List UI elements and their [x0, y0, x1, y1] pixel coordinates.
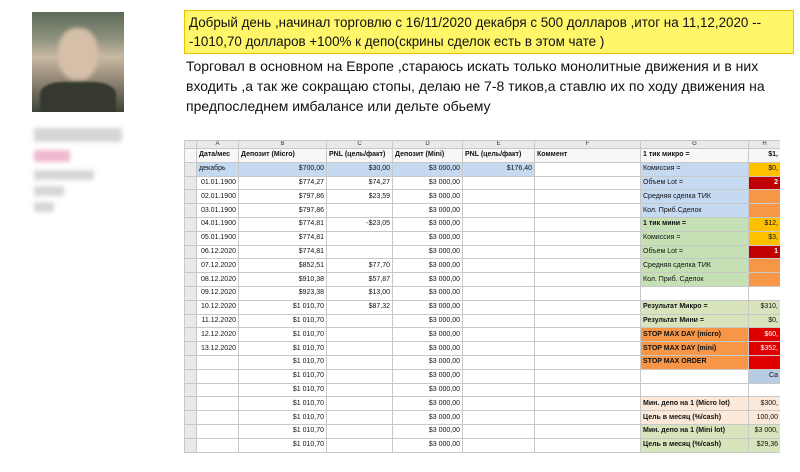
date-cell: 04.01.1900: [197, 217, 239, 231]
pnl-mini-cell: [463, 245, 535, 259]
table-row: [185, 411, 781, 425]
date-cell: 05.01.1900: [197, 231, 239, 245]
comment-cell: [535, 204, 641, 218]
comment-cell: [535, 355, 641, 369]
micro-deposit-cell: $1 010,70: [239, 369, 327, 383]
comment-cell: [535, 273, 641, 287]
micro-deposit-cell: $1 010,70: [239, 314, 327, 328]
row-number: [185, 176, 197, 190]
row-number: [185, 424, 197, 438]
side-label: Цель в месяц (%/cash): [641, 438, 749, 452]
micro-deposit-cell: $797,86: [239, 190, 327, 204]
blurred-badge: [34, 150, 70, 162]
pnl-micro-cell: [327, 397, 393, 411]
pnl-mini-cell: [463, 286, 535, 300]
blurred-username: [34, 128, 122, 142]
message-body: Торговал в основном на Европе ,стараюсь искать только монолитные движения и в них входить ,а так же сокращаю стопы, делаю не 7-8 тиков,а ставлю их по ходу движения на предпоследнем имбалансе или дельте обьему: [186, 58, 765, 114]
side-label: Кол. Приб.Сделок: [641, 204, 749, 218]
table-row: [185, 438, 781, 452]
table-row: [185, 259, 781, 273]
side-label: Цель в месяц (%/cash): [641, 411, 749, 425]
side-label: Средняя сделка ТИК: [641, 190, 749, 204]
side-value: [749, 259, 781, 273]
pnl-mini-cell: [463, 204, 535, 218]
pnl-mini-cell: [463, 438, 535, 452]
side-label: Результат Микро =: [641, 300, 749, 314]
column-header: Депозит (Micro): [239, 149, 327, 163]
pnl-mini-cell: $176,40: [463, 162, 535, 176]
date-cell: [197, 355, 239, 369]
mini-deposit-cell: $3 000,00: [393, 369, 463, 383]
blurred-info-2: [34, 186, 64, 196]
pnl-micro-cell: [327, 355, 393, 369]
side-value: [749, 273, 781, 287]
column-letter: B: [239, 141, 327, 149]
side-value: $60,: [749, 328, 781, 342]
mini-deposit-cell: $3 000,00: [393, 438, 463, 452]
row-number: [185, 314, 197, 328]
pnl-micro-cell: $57,87: [327, 273, 393, 287]
date-cell: [197, 438, 239, 452]
side-label: Комиссия =: [641, 162, 749, 176]
row-number: [185, 149, 197, 163]
comment-cell: [535, 342, 641, 356]
side-value: $0,: [749, 314, 781, 328]
side-value: $12,: [749, 217, 781, 231]
mini-deposit-cell: $3 000,00: [393, 190, 463, 204]
column-letter: A: [197, 141, 239, 149]
table-row: [185, 190, 781, 204]
mini-deposit-cell: $3 000,00: [393, 245, 463, 259]
comment-cell: [535, 259, 641, 273]
micro-deposit-cell: $700,00: [239, 162, 327, 176]
header-row: [185, 149, 781, 163]
side-label: STOP MAX DAY (micro): [641, 328, 749, 342]
blurred-info-1: [34, 170, 94, 180]
table-row: [185, 369, 781, 383]
side-value: [749, 204, 781, 218]
pnl-mini-cell: [463, 369, 535, 383]
side-value: $310,: [749, 300, 781, 314]
pnl-mini-cell: [463, 259, 535, 273]
date-cell: [197, 383, 239, 397]
side-value: $300,: [749, 397, 781, 411]
micro-deposit-cell: $1 010,70: [239, 383, 327, 397]
micro-deposit-cell: $774,81: [239, 217, 327, 231]
date-cell: [197, 369, 239, 383]
micro-deposit-cell: $923,38: [239, 286, 327, 300]
pnl-micro-cell: $77,70: [327, 259, 393, 273]
pnl-micro-cell: $13,00: [327, 286, 393, 300]
side-value: Ca: [749, 369, 781, 383]
side-value: [749, 383, 781, 397]
side-label: 1 тик мини =: [641, 217, 749, 231]
pnl-micro-cell: $74,27: [327, 176, 393, 190]
date-cell: 02.01.1900: [197, 190, 239, 204]
column-letter: G: [641, 141, 749, 149]
column-header: PNL (цель/факт): [327, 149, 393, 163]
mini-deposit-cell: $3 000,00: [393, 286, 463, 300]
date-cell: 09.12.2020: [197, 286, 239, 300]
table-row: [185, 328, 781, 342]
pnl-mini-cell: [463, 355, 535, 369]
date-cell: 13.12.2020: [197, 342, 239, 356]
side-value: 1: [749, 245, 781, 259]
row-number: [185, 328, 197, 342]
column-letters-row: [185, 141, 781, 149]
row-number: [185, 259, 197, 273]
row-number: [185, 162, 197, 176]
micro-deposit-cell: $852,51: [239, 259, 327, 273]
pnl-mini-cell: [463, 397, 535, 411]
side-value: [749, 190, 781, 204]
date-cell: 08.12.2020: [197, 273, 239, 287]
table-row: [185, 424, 781, 438]
pnl-micro-cell: $30,00: [327, 162, 393, 176]
pnl-micro-cell: [327, 342, 393, 356]
side-value: $0,: [749, 162, 781, 176]
comment-cell: [535, 162, 641, 176]
pnl-mini-cell: [463, 342, 535, 356]
row-number: [185, 397, 197, 411]
row-number: [185, 342, 197, 356]
mini-deposit-cell: $3 000,00: [393, 273, 463, 287]
micro-deposit-cell: $910,38: [239, 273, 327, 287]
side-value: [749, 286, 781, 300]
avatar-body: [40, 82, 116, 112]
pnl-micro-cell: [327, 314, 393, 328]
pnl-mini-cell: [463, 231, 535, 245]
mini-deposit-cell: $3 000,00: [393, 397, 463, 411]
pnl-mini-cell: [463, 190, 535, 204]
date-cell: [197, 424, 239, 438]
comment-cell: [535, 397, 641, 411]
date-cell: 01.01.1900: [197, 176, 239, 190]
comment-cell: [535, 369, 641, 383]
column-letter: H: [749, 141, 781, 149]
micro-deposit-cell: $1 010,70: [239, 300, 327, 314]
comment-cell: [535, 411, 641, 425]
micro-deposit-cell: $797,86: [239, 204, 327, 218]
side-value: $3,: [749, 231, 781, 245]
mini-deposit-cell: $3 000,00: [393, 217, 463, 231]
side-label: Средняя сделка ТИК: [641, 259, 749, 273]
pnl-mini-cell: [463, 176, 535, 190]
spreadsheet-table: [184, 140, 780, 453]
comment-cell: [535, 176, 641, 190]
comment-cell: [535, 190, 641, 204]
column-letter: E: [463, 141, 535, 149]
comment-cell: [535, 245, 641, 259]
side-value: [749, 355, 781, 369]
column-header: Депозит (Mini): [393, 149, 463, 163]
pnl-mini-cell: [463, 314, 535, 328]
side-value: 100,00: [749, 411, 781, 425]
mini-deposit-cell: $3 000,00: [393, 355, 463, 369]
mini-deposit-cell: $3 000,00: [393, 259, 463, 273]
pnl-micro-cell: [327, 424, 393, 438]
comment-cell: [535, 231, 641, 245]
row-number: [185, 411, 197, 425]
pnl-micro-cell: [327, 411, 393, 425]
row-number: [185, 300, 197, 314]
pnl-micro-cell: $87,32: [327, 300, 393, 314]
row-number: [185, 190, 197, 204]
side-label: STOP MAX DAY (mini): [641, 342, 749, 356]
table-row: [185, 176, 781, 190]
mini-deposit-cell: $3 000,00: [393, 300, 463, 314]
side-value: $29,36: [749, 438, 781, 452]
micro-deposit-cell: $1 010,70: [239, 328, 327, 342]
column-letter: F: [535, 141, 641, 149]
row-number: [185, 438, 197, 452]
column-header: PNL (цель/факт): [463, 149, 535, 163]
row-number: [185, 355, 197, 369]
table-row: [185, 204, 781, 218]
column-letter: D: [393, 141, 463, 149]
mini-deposit-cell: $3 000,00: [393, 176, 463, 190]
date-cell: 07.12.2020: [197, 259, 239, 273]
micro-deposit-cell: $774,81: [239, 231, 327, 245]
pnl-micro-cell: [327, 438, 393, 452]
row-number: [185, 273, 197, 287]
micro-deposit-cell: $1 010,70: [239, 355, 327, 369]
pnl-mini-cell: [463, 424, 535, 438]
side-label: Результат Мини =: [641, 314, 749, 328]
column-header: Коммент: [535, 149, 641, 163]
pnl-micro-cell: [327, 369, 393, 383]
side-label: Объем Lot =: [641, 245, 749, 259]
pnl-micro-cell: [327, 383, 393, 397]
pnl-micro-cell: [327, 204, 393, 218]
side-label: [641, 286, 749, 300]
table-row: [185, 286, 781, 300]
table-row: [185, 342, 781, 356]
table-row: [185, 314, 781, 328]
row-number: [185, 217, 197, 231]
column-header: Дата/мес: [197, 149, 239, 163]
row-number: [185, 369, 197, 383]
row-number: [185, 383, 197, 397]
table-row: [185, 300, 781, 314]
table-row: [185, 383, 781, 397]
column-letter: C: [327, 141, 393, 149]
date-cell: 10.12.2020: [197, 300, 239, 314]
blurred-info-3: [34, 202, 54, 212]
table-row: [185, 273, 781, 287]
pnl-micro-cell: $23,59: [327, 190, 393, 204]
date-cell: [197, 411, 239, 425]
pnl-micro-cell: [327, 328, 393, 342]
row-number: [185, 231, 197, 245]
side-value: $3 000,: [749, 424, 781, 438]
comment-cell: [535, 438, 641, 452]
row-number: [185, 286, 197, 300]
side-label: STOP MAX ORDER: [641, 355, 749, 369]
side-label: [641, 383, 749, 397]
comment-cell: [535, 383, 641, 397]
comment-cell: [535, 424, 641, 438]
table-row: [185, 355, 781, 369]
mini-deposit-cell: $3 000,00: [393, 383, 463, 397]
pnl-mini-cell: [463, 300, 535, 314]
comment-cell: [535, 300, 641, 314]
comment-cell: [535, 328, 641, 342]
row-number: [185, 204, 197, 218]
micro-deposit-cell: $1 010,70: [239, 397, 327, 411]
side-value: $1,: [749, 149, 781, 163]
mini-deposit-cell: $3 000,00: [393, 204, 463, 218]
pnl-mini-cell: [463, 328, 535, 342]
micro-deposit-cell: $774,81: [239, 245, 327, 259]
date-cell: [197, 397, 239, 411]
comment-cell: [535, 286, 641, 300]
pnl-micro-cell: [327, 245, 393, 259]
date-cell: декабрь: [197, 162, 239, 176]
message-highlight: Добрый день ,начинал торговлю с 16/11/2020 декабря с 500 долларов ,итог на 11,12,2020 ---1010,70 долларов +100% к депо(скрины сделок есть в этом чате ): [184, 10, 794, 54]
pnl-micro-cell: [327, 231, 393, 245]
pnl-micro-cell: -$23,05: [327, 217, 393, 231]
micro-deposit-cell: $1 010,70: [239, 438, 327, 452]
pnl-mini-cell: [463, 383, 535, 397]
side-label: Кол. Приб. Сделок: [641, 273, 749, 287]
date-cell: 06.12.2020: [197, 245, 239, 259]
mini-deposit-cell: $3 000,00: [393, 162, 463, 176]
mini-deposit-cell: $3 000,00: [393, 314, 463, 328]
side-label: Объем Lot =: [641, 176, 749, 190]
micro-deposit-cell: $1 010,70: [239, 424, 327, 438]
micro-deposit-cell: $1 010,70: [239, 342, 327, 356]
mini-deposit-cell: $3 000,00: [393, 231, 463, 245]
side-label: [641, 369, 749, 383]
micro-deposit-cell: $774,27: [239, 176, 327, 190]
side-label: 1 тик микро =: [641, 149, 749, 163]
side-value: $352,: [749, 342, 781, 356]
table-row: [185, 397, 781, 411]
mini-deposit-cell: $3 000,00: [393, 411, 463, 425]
row-number: [185, 245, 197, 259]
side-label: Мин. депо на 1 (Micro lot): [641, 397, 749, 411]
corner-cell: [185, 141, 197, 149]
side-label: Мин. депо на 1 (Mini lot): [641, 424, 749, 438]
date-cell: 12.12.2020: [197, 328, 239, 342]
mini-deposit-cell: $3 000,00: [393, 424, 463, 438]
spreadsheet-image[interactable]: [184, 140, 780, 472]
message: [184, 10, 794, 116]
date-cell: 03.01.1900: [197, 204, 239, 218]
table-row: [185, 217, 781, 231]
micro-deposit-cell: $1 010,70: [239, 411, 327, 425]
pnl-mini-cell: [463, 217, 535, 231]
mini-deposit-cell: $3 000,00: [393, 328, 463, 342]
pnl-mini-cell: [463, 273, 535, 287]
avatar-face: [58, 28, 98, 80]
table-row: [185, 231, 781, 245]
side-value: 2: [749, 176, 781, 190]
table-row: [185, 162, 781, 176]
table-row: [185, 245, 781, 259]
mini-deposit-cell: $3 000,00: [393, 342, 463, 356]
side-label: Комиссия =: [641, 231, 749, 245]
comment-cell: [535, 314, 641, 328]
comment-cell: [535, 217, 641, 231]
pnl-mini-cell: [463, 411, 535, 425]
avatar[interactable]: [32, 12, 124, 112]
date-cell: 11.12.2020: [197, 314, 239, 328]
